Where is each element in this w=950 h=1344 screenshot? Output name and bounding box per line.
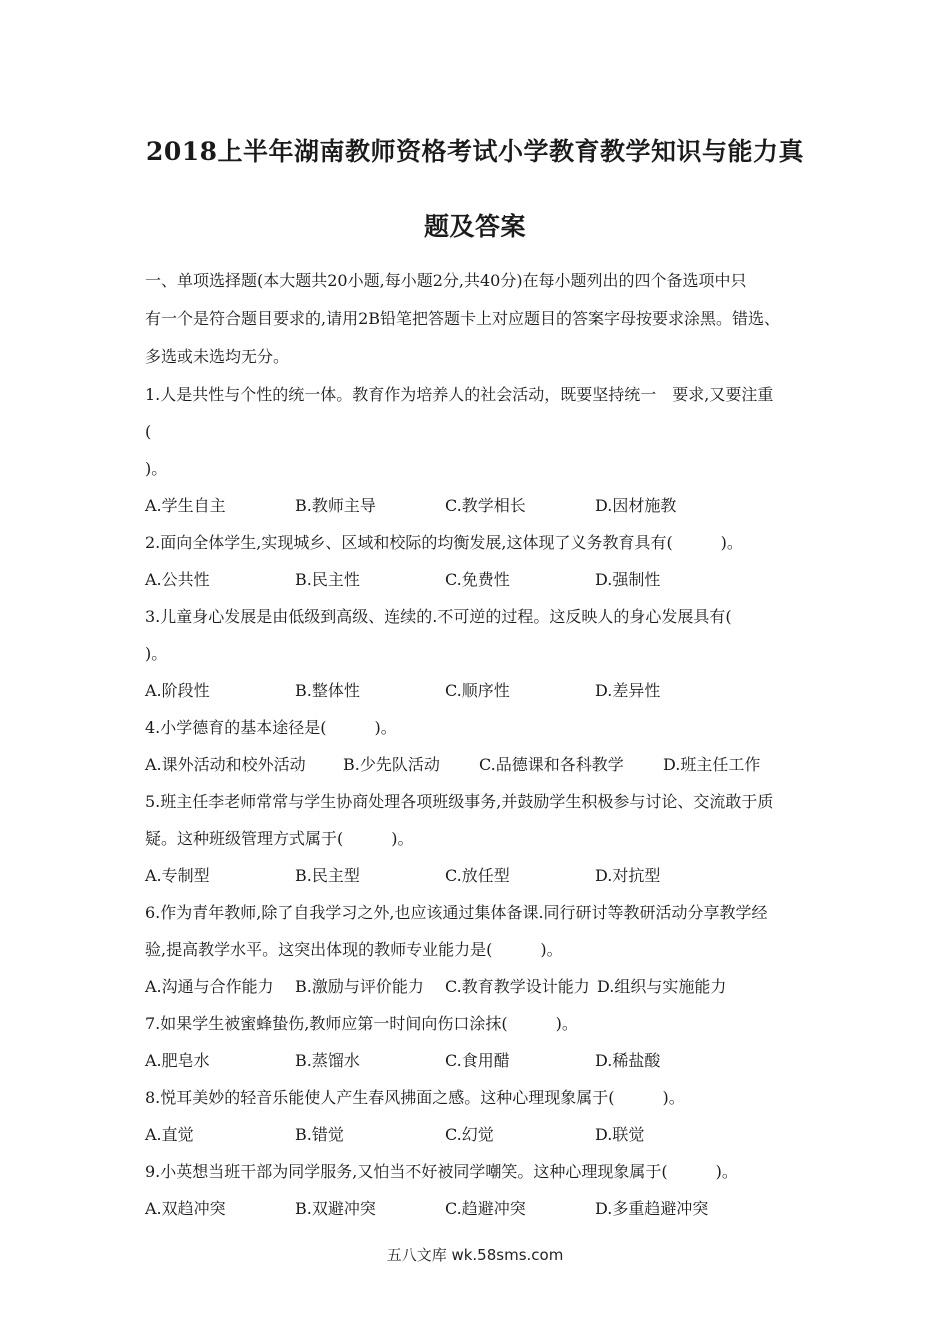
- question-text: )。: [145, 459, 168, 478]
- option-row: [145, 746, 835, 783]
- option-a: A.双趋冲突: [145, 1199, 226, 1218]
- option-b: B.民主型: [295, 866, 360, 885]
- option-row: [145, 1116, 835, 1153]
- option-d: D.班主任工作: [663, 755, 761, 774]
- question-5: [145, 783, 835, 894]
- option-d: D.强制性: [595, 570, 661, 589]
- option-b: B.蒸馏水: [295, 1051, 360, 1070]
- section-line: 有一个是符合题目要求的,请用2B铅笔把答题卡上对应题目的答案字母按要求涂黑。错选、: [145, 309, 781, 328]
- question-6: [145, 894, 835, 1005]
- option-d: D.组织与实施能力: [597, 977, 727, 996]
- question-text: )。: [145, 644, 168, 663]
- option-b: B.错觉: [295, 1125, 344, 1144]
- question-text: 7.如果学生被蜜蜂蛰伤,教师应第一时间向伤口涂抹( )。: [145, 1014, 578, 1033]
- option-b: B.教师主导: [295, 496, 376, 515]
- option-c: C.教学相长: [445, 496, 526, 515]
- question-text: 4.小学德育的基本途径是( )。: [145, 718, 397, 737]
- option-a: A.公共性: [145, 570, 210, 589]
- option-a: A.沟通与合作能力: [145, 977, 274, 996]
- option-row: [145, 1042, 835, 1079]
- option-d: D.对抗型: [595, 866, 661, 885]
- question-text: 1.人是共性与个性的统一体。教育作为培养人的社会活动，既要坚持统一 要求,又要注重: [145, 385, 774, 404]
- option-b: B.整体性: [295, 681, 360, 700]
- question-text: 验,提高教学水平。这突出体现的教师专业能力是( )。: [145, 940, 563, 959]
- question-8: [145, 1079, 835, 1153]
- option-c: C.免费性: [445, 570, 510, 589]
- question-2: [145, 524, 835, 598]
- question-text: 8.悦耳美妙的轻音乐能使人产生春风拂面之感。这种心理现象属于( )。: [145, 1088, 685, 1107]
- option-row: [145, 561, 835, 598]
- document-body: [145, 262, 835, 1227]
- option-a: A.学生自主: [145, 496, 226, 515]
- option-d: D.稀盐酸: [595, 1051, 661, 1070]
- question-1: [145, 376, 835, 524]
- option-a: A.课外活动和校外活动: [145, 755, 306, 774]
- question-text: (: [145, 422, 152, 441]
- question-3: [145, 598, 835, 709]
- section-line: 多选或未选均无分。: [145, 347, 290, 366]
- section-line: 一、单项选择题(本大题共20小题,每小题2分,共40分)在每小题列出的四个备选项中只: [145, 271, 747, 290]
- question-9: [145, 1153, 835, 1227]
- page-footer: 五八文库 wk.58sms.com: [386, 1246, 564, 1264]
- document-title-line-2: 题及答案: [423, 212, 526, 241]
- option-b: B.民主性: [295, 570, 360, 589]
- option-d: D.因材施教: [595, 496, 677, 515]
- question-text: 6.作为青年教师,除了自我学习之外,也应该通过集体备课.同行研讨等教研活动分享教学经: [145, 903, 768, 922]
- section-instruction: [145, 262, 835, 376]
- option-a: A.阶段性: [145, 681, 210, 700]
- question-text: 9.小英想当班干部为同学服务,又怕当不好被同学嘲笑。这种心理现象属于( )。: [145, 1162, 738, 1181]
- option-c: C.幻觉: [445, 1125, 494, 1144]
- option-row: [145, 857, 835, 894]
- option-d: D.联觉: [595, 1125, 645, 1144]
- option-c: C.放任型: [445, 866, 510, 885]
- option-a: A.直觉: [145, 1125, 194, 1144]
- option-b: B.激励与评价能力: [295, 977, 424, 996]
- option-row: [145, 968, 835, 1005]
- question-text: 5.班主任李老师常常与学生协商处理各项班级事务,并鼓励学生积极参与讨论、交流敢于质: [145, 792, 774, 811]
- option-b: B.少先队活动: [343, 755, 440, 774]
- question-7: [145, 1005, 835, 1079]
- document-title-line-1: 2018上半年湖南教师资格考试小学教育教学知识与能力真: [145, 137, 805, 166]
- option-row: [145, 487, 835, 524]
- option-c: C.趋避冲突: [445, 1199, 526, 1218]
- option-row: [145, 672, 835, 709]
- question-text: 2.面向全体学生,实现城乡、区域和校际的均衡发展,这体现了义务教育具有( )。: [145, 533, 743, 552]
- option-c: C.品德课和各科教学: [479, 755, 624, 774]
- option-c: C.顺序性: [445, 681, 510, 700]
- question-text: 疑。这种班级管理方式属于( )。: [145, 829, 414, 848]
- option-c: C.食用醋: [445, 1051, 510, 1070]
- option-a: A.专制型: [145, 866, 210, 885]
- option-row: [145, 1190, 835, 1227]
- option-c: C.教育教学设计能力: [445, 977, 590, 996]
- option-d: D.多重趋避冲突: [595, 1199, 709, 1218]
- option-a: A.肥皂水: [145, 1051, 210, 1070]
- option-b: B.双避冲突: [295, 1199, 376, 1218]
- question-text: 3.儿童身心发展是由低级到高级、连续的.不可逆的过程。这反映人的身心发展具有(: [145, 607, 732, 626]
- question-4: [145, 709, 835, 783]
- option-d: D.差异性: [595, 681, 661, 700]
